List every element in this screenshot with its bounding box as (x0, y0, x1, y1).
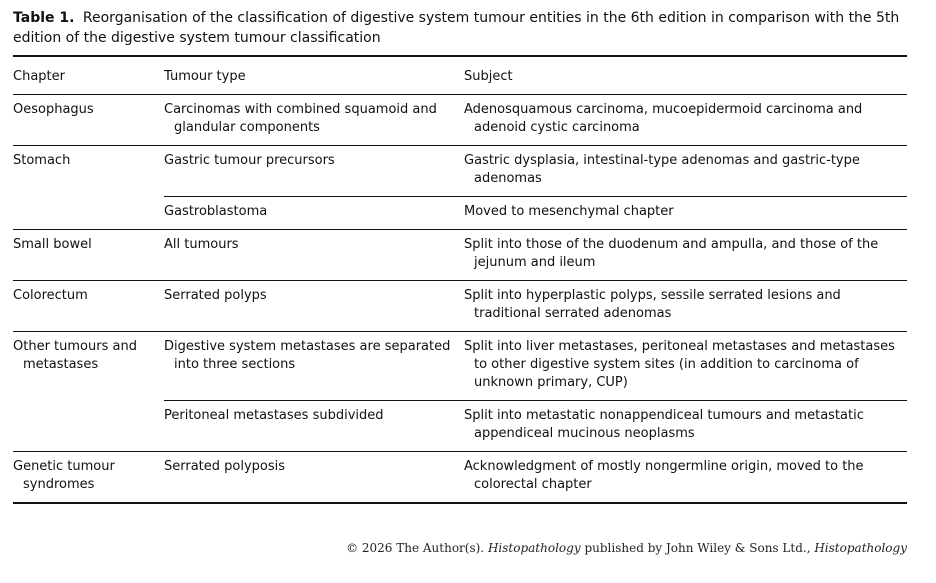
header-chapter: Chapter (13, 68, 65, 84)
chapter-cell: Small bowel (13, 237, 92, 252)
chapter-cell: Other tumours and metastases (13, 339, 137, 372)
subject-cell: Acknowledgment of mostly nongermline origin, moved to the colorectal chapter (464, 459, 864, 492)
table-row (164, 146, 907, 196)
footer-journal-2: Histopathology (814, 541, 907, 555)
tumour-type-cell: Peritoneal metastases subdivided (164, 408, 384, 423)
footer-middle: published by John Wiley & Sons Ltd., (584, 541, 811, 555)
footer-journal: Histopathology (487, 541, 581, 555)
table-row (164, 452, 907, 502)
tumour-type-cell: Carcinomas with combined squamoid and glandular components (164, 102, 437, 135)
table-caption (13, 8, 913, 48)
subject-cell: Moved to mesenchymal chapter (464, 204, 674, 219)
subject-cell: Split into liver metastases, peritoneal metastases and metastases to other digestive system sites (in addition to carcinoma of unknown primary, CUP) (464, 339, 895, 390)
tumour-type-cell: Gastroblastoma (164, 204, 268, 219)
table-group-small-bowel (13, 229, 907, 280)
table-row (164, 230, 907, 280)
tumour-type-cell: Serrated polyps (164, 288, 267, 303)
tumour-type-cell: Gastric tumour precursors (164, 153, 335, 168)
table-caption-text: Reorganisation of the classification of digestive system tumour entities in the 6th edition in comparison with the 5th edition of the digestive system tumour classification (13, 10, 900, 46)
table-header-row (13, 57, 907, 95)
chapter-cell: Genetic tumour syndromes (13, 459, 115, 492)
classification-table (13, 55, 907, 504)
chapter-cell: Stomach (13, 153, 71, 168)
subject-cell: Split into those of the duodenum and ampulla, and those of the jejunum and ileum (464, 237, 879, 270)
tumour-type-cell: All tumours (164, 237, 239, 252)
table-row (164, 332, 907, 400)
footer-prefix: © 2026 The Author(s). (346, 541, 485, 555)
tumour-type-cell: Digestive system metastases are separated into three sections (164, 339, 451, 372)
copyright-footer (346, 541, 907, 555)
table-group-genetic-syndromes (13, 451, 907, 502)
table-label: Table 1. (13, 10, 75, 26)
header-tumour-type: Tumour type (164, 68, 246, 84)
subject-cell: Gastric dysplasia, intestinal-type adenomas and gastric-type adenomas (464, 153, 860, 186)
table-group-other-tumours (13, 331, 907, 451)
header-subject: Subject (464, 68, 513, 84)
table-row (164, 281, 907, 331)
subject-cell: Adenosquamous carcinoma, mucoepidermoid carcinoma and adenoid cystic carcinoma (464, 102, 863, 135)
table-row (164, 196, 907, 229)
table-group-stomach (13, 145, 907, 229)
table-row (164, 95, 907, 145)
table-group-colorectum (13, 280, 907, 331)
table-row (164, 400, 907, 451)
table-group-oesophagus (13, 95, 907, 145)
chapter-cell: Oesophagus (13, 102, 94, 117)
chapter-cell: Colorectum (13, 288, 88, 303)
tumour-type-cell: Serrated polyposis (164, 459, 286, 474)
subject-cell: Split into hyperplastic polyps, sessile serrated lesions and traditional serrated adenomas (464, 288, 841, 321)
subject-cell: Split into metastatic nonappendiceal tumours and metastatic appendiceal mucinous neoplasms (464, 408, 864, 441)
